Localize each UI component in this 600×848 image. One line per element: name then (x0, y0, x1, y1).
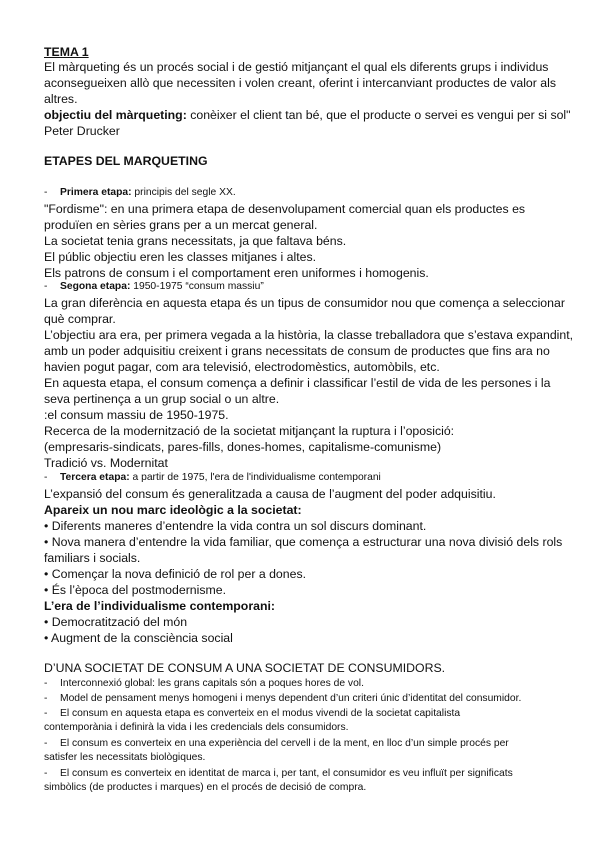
stage1-line-5: Els patrons de consum i el comportament eren uniformes i homogenis. (44, 266, 429, 280)
stage1-line-2: produïen en sèries grans per a un mercat general. (44, 218, 318, 232)
stage2-line-10: (empresaris-sindicats, pares-fills, dones-homes, capitalisme-comunisme) (44, 440, 442, 454)
stage3-text: a partir de 1975, l'era de l'individualisme contemporani (129, 472, 381, 483)
stage2-label: Segona etapa: (60, 281, 131, 292)
consumers-heading: D’UNA SOCIETAT DE CONSUM A UNA SOCIETAT DE CONSUMIDORS. (44, 661, 446, 675)
stage3-dash: - (44, 472, 48, 483)
stage2-line-4: amb un poder adquisitiu creixent i grans necessitats de consum de productes que fins ara no (44, 344, 550, 358)
ideology-item-1: • Diferents maneres d’entendre la vida contra un sol discurs dominant. (44, 519, 427, 533)
ideology-item-3: • Començar la nova definició de rol per a dones. (44, 567, 307, 581)
consumers-point-4 (44, 737, 509, 751)
consumers-point-2 (44, 692, 521, 706)
consumers-point-3 (44, 707, 460, 721)
stage1-label: Primera etapa: (60, 187, 132, 198)
stage2-line-5: havien pogut pagar, com ara televisió, electrodomèstics, automòbils, etc. (44, 360, 440, 374)
ideology-item-2: • Nova manera d’entendre la vida familiar, que comença a estructurar una nova divisió dels rols (44, 535, 563, 549)
stage1-line-1: "Fordisme": en una primera etapa de desenvolupament comercial quan els productes es (44, 202, 526, 216)
stage3-line-1: L’expansió del consum és generalitzada a causa de l’augment del poder adquisitiu. (44, 487, 496, 501)
stage2-text: 1950-1975 “consum massiu” (130, 281, 264, 292)
intro-line-1: El màrqueting és un procés social i de gestió mitjançant el qual els diferents grups i individus (44, 60, 549, 74)
stages-heading: ETAPES DEL MARQUETING (44, 154, 208, 168)
individualism-heading: L’era de l’individualisme contemporani: (44, 599, 275, 613)
consumers-point-3-cont: contemporània i definirà la vida i les credencials dels consumidors. (44, 722, 349, 733)
intro-line-2: aconsegueixen allò que necessiten i volen creant, oferint i intercanviant productes de valor als (44, 76, 556, 90)
stage2-line-11: Tradició vs. Modernitat (44, 456, 168, 470)
consumers-dash-2: - (44, 693, 48, 704)
objective-line (44, 107, 571, 123)
stage2-bullet (44, 280, 264, 294)
author-line: Peter Drucker (44, 124, 120, 138)
stage2-line-8: :el consum massiu de 1950-1975. (44, 408, 229, 422)
consumers-point-5-cont: simbòlics (de productes i marques) en el procés de decisió de compra. (44, 782, 367, 793)
ideology-heading: Apareix un nou marc ideològic a la societat: (44, 503, 302, 517)
stage2-line-9: Recerca de la modernització de la societat mitjançant la ruptura i l’oposició: (44, 424, 455, 438)
stage1-line-3: La societat tenia grans necessitats, ja que faltava béns. (44, 234, 347, 248)
stage2-line-6: En aquesta etapa, el consum comença a definir i classificar l’estil de vida de les persones i la (44, 376, 551, 390)
objective-text: conèixer el client tan bé, que el producte o servei es vengui per si sol" (186, 108, 571, 122)
stage2-line-1: La gran diferència en aquesta etapa és un tipus de consumidor nou que comença a seleccionar (44, 296, 565, 310)
consumers-point-5 (44, 767, 513, 781)
individualism-item-1: • Democratització del món (44, 615, 188, 629)
ideology-item-2-cont: familiars i socials. (44, 551, 141, 565)
stage3-label: Tercera etapa: (60, 472, 130, 483)
consumers-dash-3: - (44, 708, 48, 719)
consumers-dash-5: - (44, 768, 48, 779)
stage1-line-4: El públic objectiu eren les classes mitjanes i altes. (44, 250, 317, 264)
stage1-dash: - (44, 187, 48, 198)
consumers-dash-1: - (44, 678, 48, 689)
stage2-line-3: L’objectiu ara era, per primera vegada a la història, la classe treballadora que s’estava expandint, (44, 328, 574, 342)
consumers-point-4-cont: satisfer les necessitats biològiques. (44, 752, 206, 763)
consumers-point-1-text: Interconnexió global: les grans capitals són a poques hores de vol. (60, 678, 364, 689)
consumers-point-3-text: El consum en aquesta etapa es converteix en el modus vivendi de la societat capitalista (60, 708, 461, 719)
consumers-point-4-text: El consum es converteix en una experiència del cervell i de la ment, en lloc d’un simple procés per (60, 738, 509, 749)
stage3-bullet (44, 471, 381, 485)
stage2-line-2: què comprar. (44, 312, 116, 326)
stage2-dash: - (44, 281, 48, 292)
ideology-item-4: • És l’època del postmodernisme. (44, 583, 227, 597)
intro-line-3: altres. (44, 92, 78, 106)
stage1-text: principis del segle XX. (131, 187, 236, 198)
consumers-point-2-text: Model de pensament menys homogeni i menys dependent d’un criteri únic d’identitat del consumidor. (60, 693, 522, 704)
stage2-line-7: seva pertinença a un grup social o un altre. (44, 392, 280, 406)
stage1-bullet (44, 186, 236, 200)
consumers-point-5-text: El consum es converteix en identitat de marca i, per tant, el consumidor es veu influït per significats (60, 768, 513, 779)
objective-label: objectiu del màrqueting: (44, 108, 187, 122)
consumers-point-1 (44, 677, 364, 691)
consumers-dash-4: - (44, 738, 48, 749)
page-title: TEMA 1 (44, 45, 89, 59)
individualism-item-2: • Augment de la consciència social (44, 631, 233, 645)
